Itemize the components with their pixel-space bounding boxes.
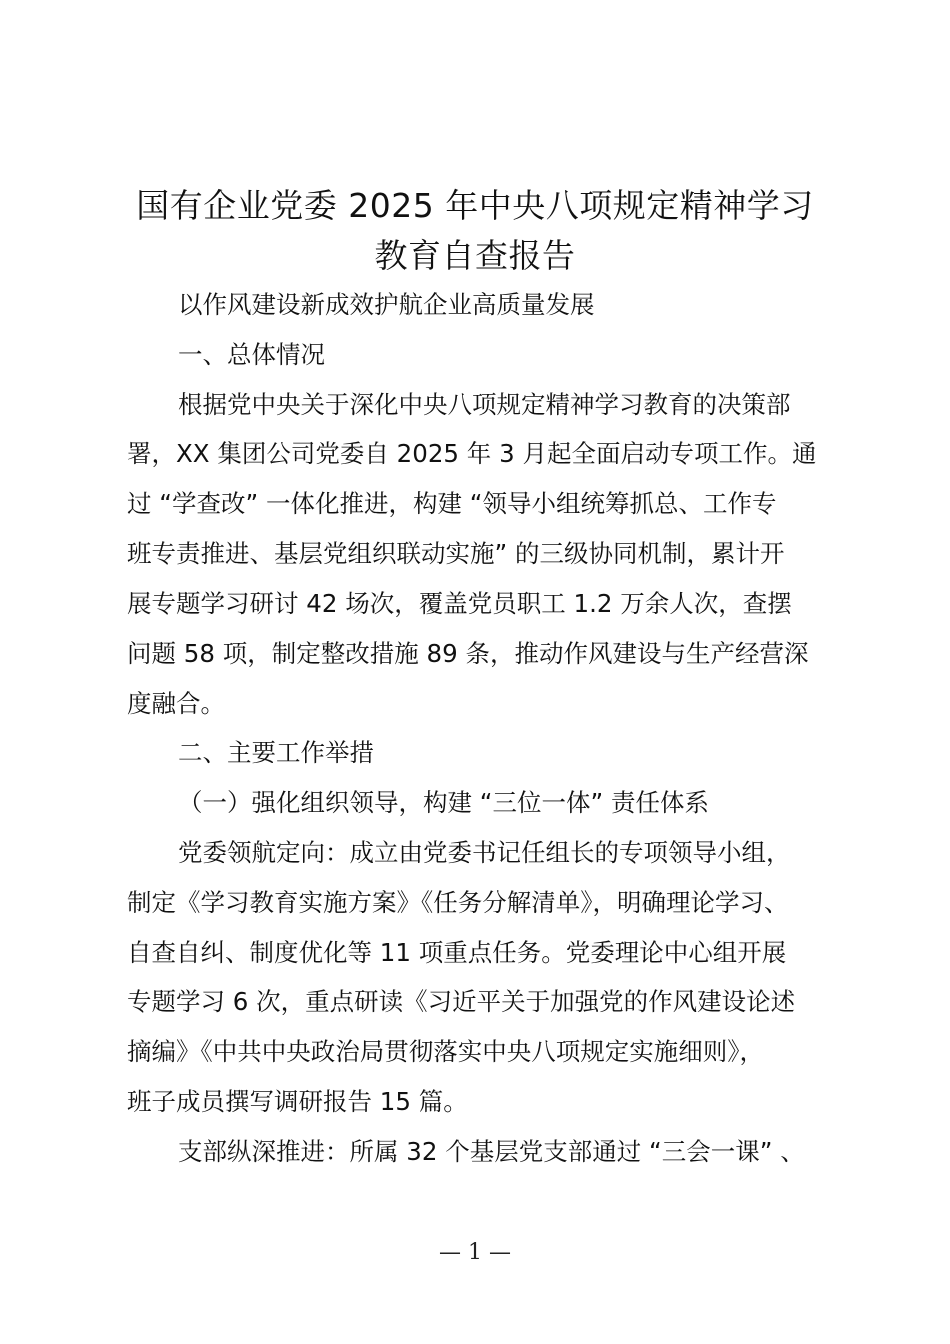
paragraph-line: 班专责推进、基层党组织联动实施” 的三级协同机制，累计开: [127, 539, 785, 568]
paragraph-line: 党委领航定向：成立由党委书记任组长的专项领导小组，: [178, 838, 791, 867]
paragraph-line: 根据党中央关于深化中央八项规定精神学习教育的决策部: [178, 390, 791, 419]
document-title-line-1: 国有企业党委 2025 年中央八项规定精神学习: [136, 186, 814, 225]
section-heading-overview: 一、总体情况: [178, 340, 325, 369]
paragraph-line: 自查自纠、制度优化等 11 项重点任务。党委理论中心组开展: [127, 938, 787, 967]
page-number: — 1 —: [439, 1240, 511, 1265]
paragraph-line: 班子成员撰写调研报告 15 篇。: [127, 1087, 468, 1116]
section-heading-measures: 二、主要工作举措: [178, 738, 374, 767]
subtitle: 以作风建设新成效护航企业高质量发展: [178, 290, 595, 319]
paragraph-line: 过 “学查改” 一体化推进，构建 “领导小组统筹抓总、工作专: [127, 489, 777, 518]
paragraph-line: 署，XX 集团公司党委自 2025 年 3 月起全面启动专项工作。通: [127, 439, 817, 468]
paragraph-line: 展专题学习研讨 42 场次，覆盖党员职工 1.2 万余人次，查摆: [127, 589, 792, 618]
subsection-heading: （一）强化组织领导，构建 “三位一体” 责任体系: [178, 788, 709, 817]
paragraph-line: 摘编》《中共中央政治局贯彻落实中央八项规定实施细则》，: [127, 1037, 764, 1066]
paragraph-line: 问题 58 项，制定整改措施 89 条，推动作风建设与生产经营深: [127, 639, 809, 668]
paragraph-line: 度融合。: [127, 689, 225, 718]
paragraph-line: 专题学习 6 次，重点研读《习近平关于加强党的作风建设论述: [127, 987, 796, 1016]
paragraph-line: 支部纵深推进：所属 32 个基层党支部通过 “三会一课” 、: [178, 1137, 805, 1166]
paragraph-line: 制定《学习教育实施方案》《任务分解清单》，明确理论学习、: [127, 888, 789, 917]
document-title-line-2: 教育自查报告: [374, 236, 576, 275]
